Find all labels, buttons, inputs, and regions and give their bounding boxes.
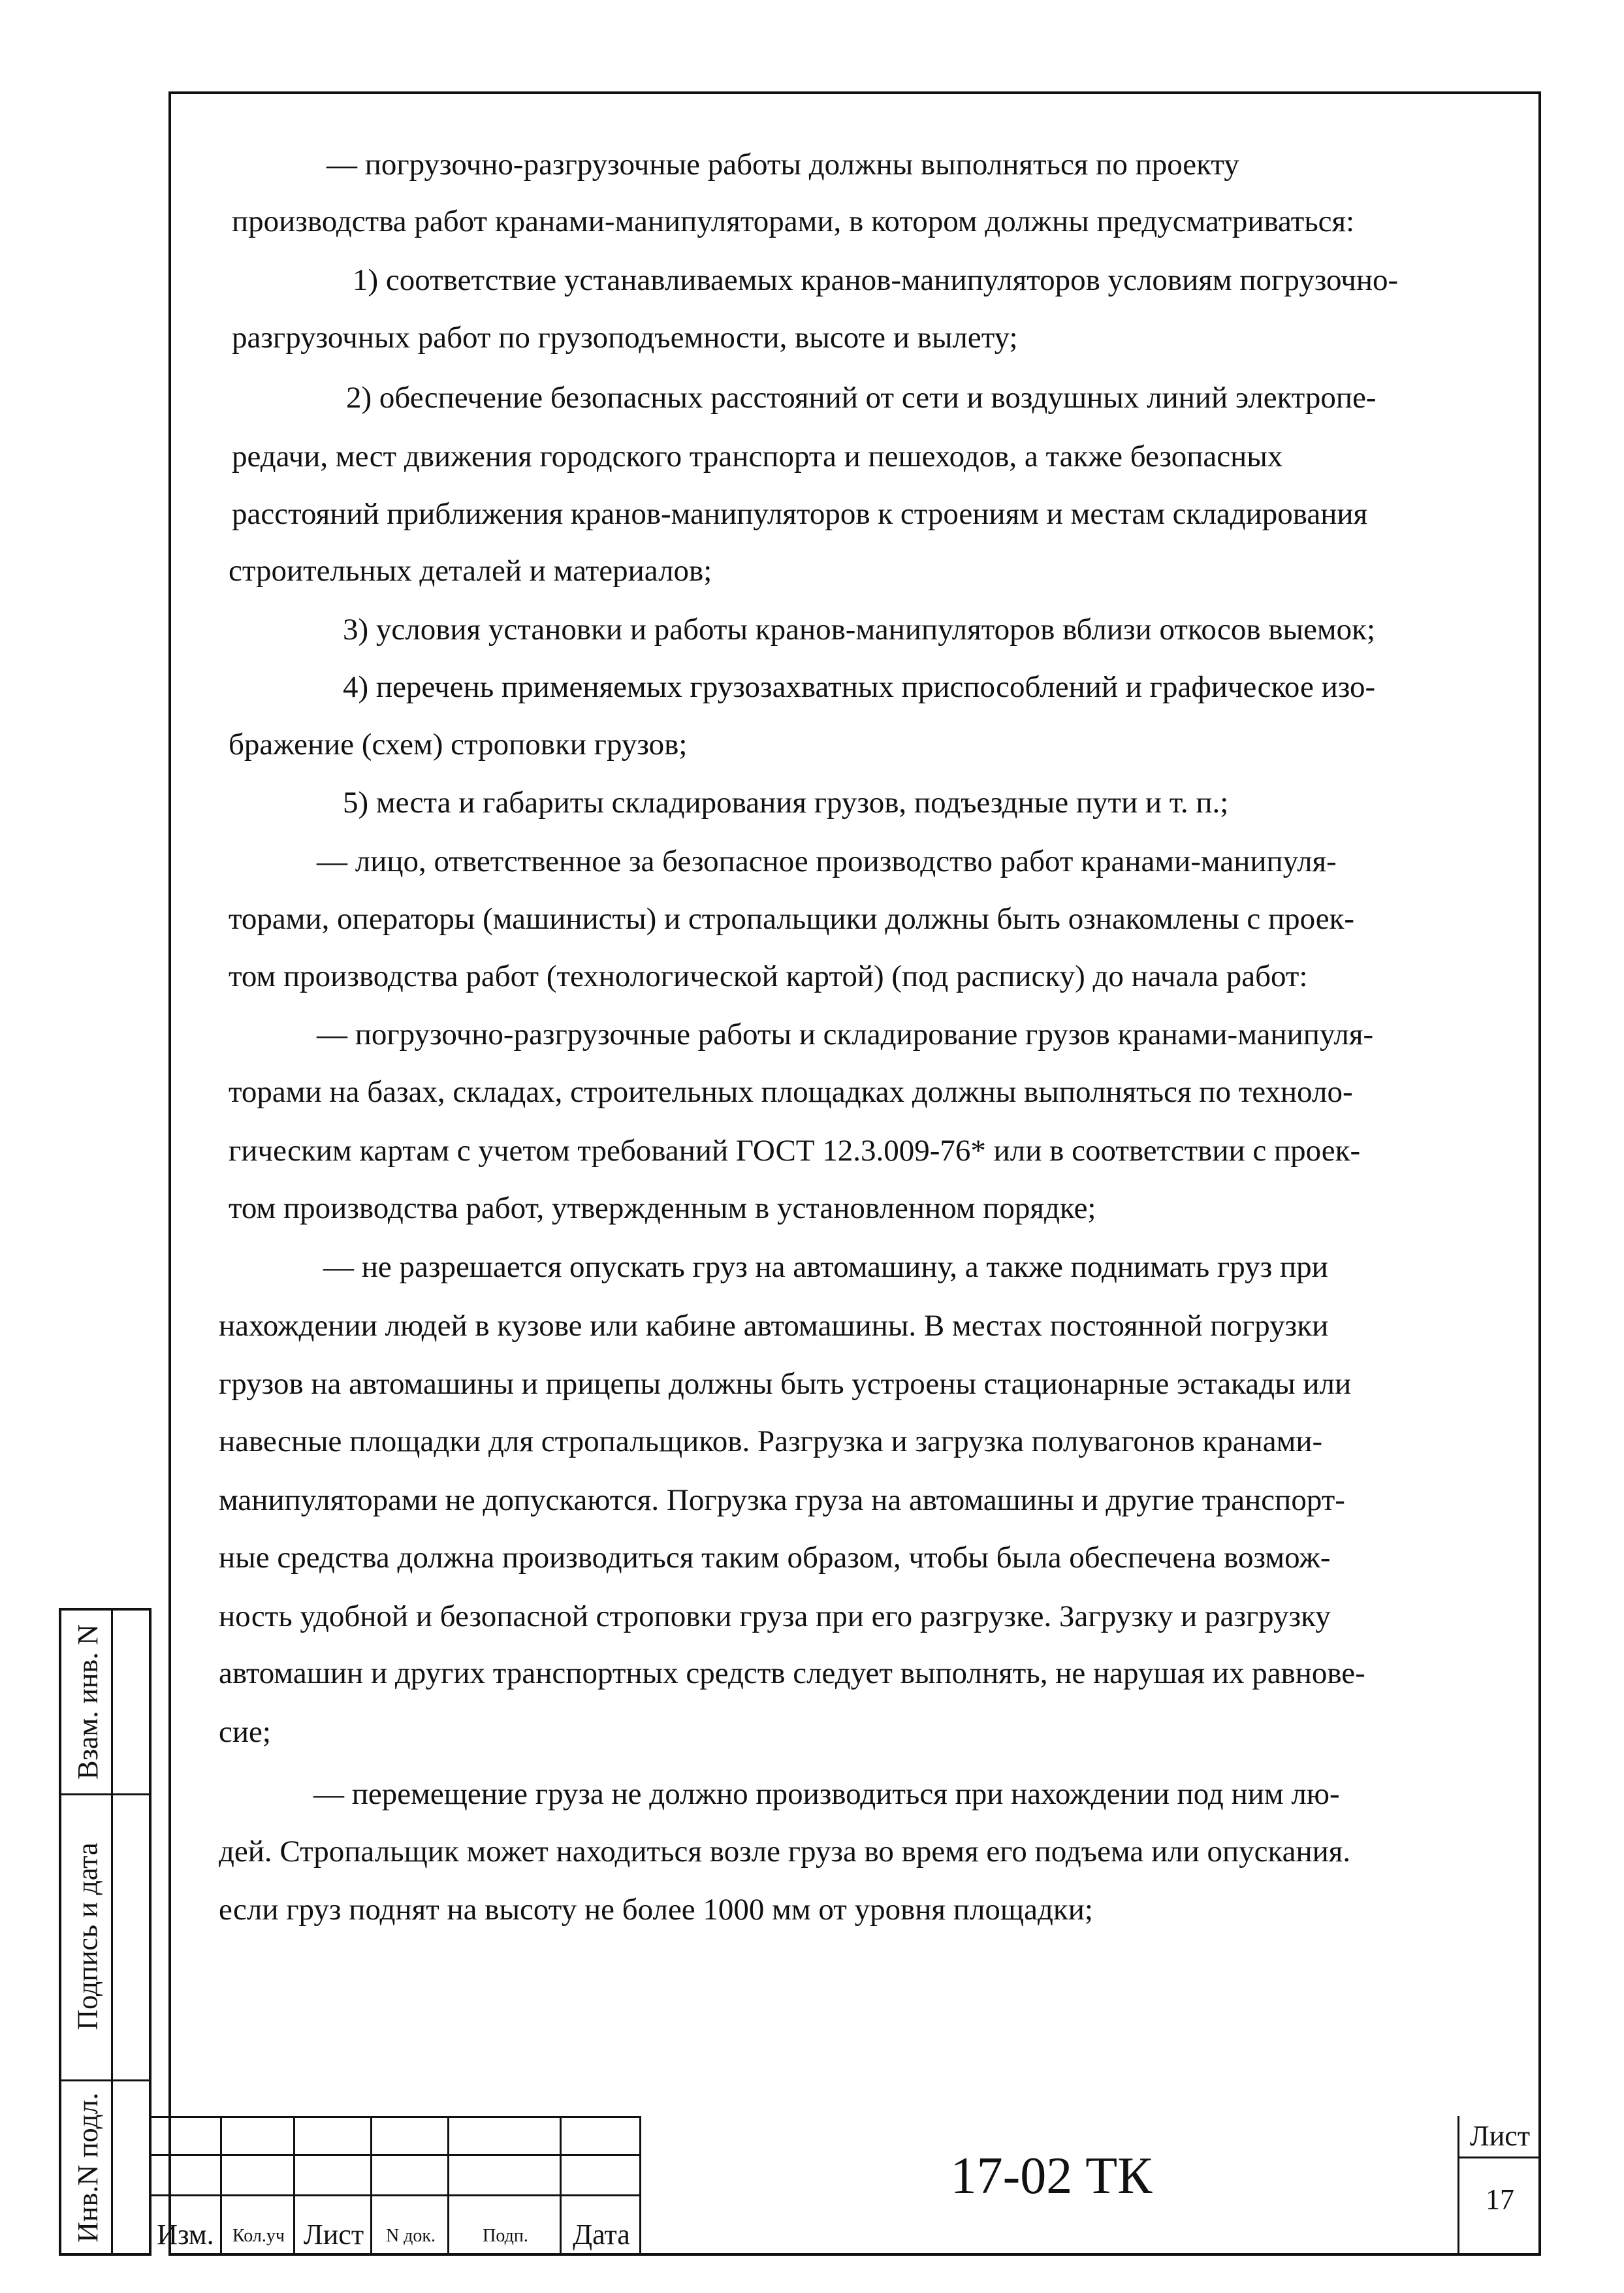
text-line: 5) места и габариты складирования грузов, подъездные пути и т. п.;	[343, 786, 1229, 820]
text-line: строительных деталей и материалов;	[229, 554, 712, 588]
col-doc-number: N док.	[385, 2226, 436, 2246]
text-line: том производства работ, утвержденным в установленном порядке;	[229, 1191, 1096, 1225]
text-line: торами на базах, складах, строительных площадках должны выполняться по техноло-	[229, 1075, 1353, 1109]
text-line: 3) условия установки и работы кранов-манипуляторов вблизи откосов выемок;	[343, 613, 1376, 647]
col-count: Кол.уч	[232, 2226, 285, 2246]
text-line: ность удобной и безопасной строповки груза при его разгрузке. Загрузку и разгрузку	[219, 1599, 1331, 1633]
text-line: 1) соответствие устанавливаемых кранов-манипуляторов условиям погрузочно-	[353, 263, 1399, 297]
sheet-number: 17	[1486, 2183, 1514, 2215]
text-line: бражение (схем) строповки грузов;	[229, 728, 688, 762]
text-line: если груз поднят на высоту не более 1000 мм от уровня площадки;	[219, 1893, 1093, 1927]
col-sheet: Лист	[303, 2219, 364, 2251]
text-line: — не разрешается опускать груз на автомашину, а также поднимать груз при	[323, 1250, 1328, 1284]
text-line: 4) перечень применяемых грузозахватных приспособлений и графическое изо-	[343, 670, 1376, 704]
text-line: редачи, мест движения городского транспорта и пешеходов, а также безопасных	[232, 440, 1283, 473]
text-line: — перемещение груза не должно производиться при нахождении под ним лю-	[313, 1777, 1340, 1811]
text-line: сие;	[219, 1715, 271, 1749]
text-line: расстояний приближения кранов-манипуляторов к строениям и местам складирования	[232, 497, 1368, 531]
text-line: том производства работ (технологической картой) (под расписку) до начала работ:	[229, 959, 1308, 993]
original-inventory-field: Инв.N подл.	[72, 2093, 104, 2243]
text-line: 2) обеспечение безопасных расстояний от сети и воздушных линий электропе-	[346, 381, 1377, 415]
text-line: автомашин и других транспортных средств следует выполнять, не нарушая их равнове-	[219, 1656, 1365, 1690]
document-code: 17-02 ТК	[950, 2147, 1153, 2205]
text-line: ные средства должна производиться таким образом, чтобы была обеспечена возмож-	[219, 1541, 1331, 1575]
signature-date-field: Подпись и дата	[72, 1842, 104, 2030]
col-date: Дата	[573, 2219, 630, 2251]
binding-strip	[59, 1608, 151, 2256]
text-line: дей. Стропальщик может находиться возле груза во время его подъема или опускания.	[219, 1835, 1351, 1868]
col-signature: Подп.	[483, 2226, 528, 2246]
text-line: гическим картам с учетом требований ГОСТ 12.3.009-76* или в соответствии с проек-	[229, 1134, 1361, 1168]
text-line: торами, операторы (машинисты) и стропальщики должны быть ознакомлены с проек-	[229, 902, 1355, 936]
text-line: грузов на автомашины и прицепы должны быть устроены стационарные эстакады или	[219, 1367, 1352, 1401]
replacement-inventory-field: Взам. инв. N	[72, 1624, 104, 1780]
text-line: нахождении людей в кузове или кабине автомашины. В местах постоянной погрузки	[219, 1309, 1329, 1343]
text-line: — лицо, ответственное за безопасное производство работ кранами-манипуля-	[317, 844, 1337, 878]
text-line: навесные площадки для стропальщиков. Разгрузка и загрузка полувагонов кранами-	[219, 1424, 1323, 1458]
col-change: Изм.	[157, 2219, 214, 2251]
text-line: — погрузочно-разгрузочные работы и складирование грузов кранами-манипуля-	[317, 1018, 1374, 1051]
text-line: — погрузочно-разгрузочные работы должны выполняться по проекту	[326, 148, 1239, 182]
text-line: производства работ кранами-манипуляторами, в котором должны предусматриваться:	[232, 204, 1355, 238]
sheet-label: Лист	[1469, 2120, 1531, 2152]
text-line: разгрузочных работ по грузоподъемности, высоте и вылету;	[232, 321, 1018, 355]
text-line: манипуляторами не допускаются. Погрузка груза на автомашины и другие транспорт-	[219, 1483, 1345, 1517]
